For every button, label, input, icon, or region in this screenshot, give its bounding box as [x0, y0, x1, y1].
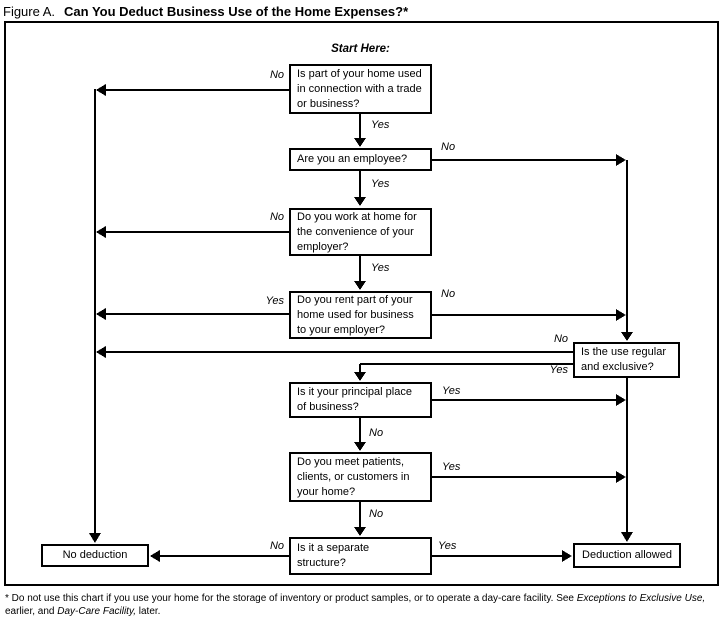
node-regular-exclusive [573, 342, 680, 378]
label-q6-yes: Yes [442, 385, 461, 397]
footnote-text-3: later. [135, 605, 161, 617]
node-deduction-allowed-text: Deduction allowed [582, 549, 672, 561]
footnote-text-2: earlier, and [5, 605, 58, 617]
node-meet-patients [289, 452, 432, 502]
label-q5-no: No [553, 333, 568, 345]
figure-heading: Can You Deduct Business Use of the Home Expenses?* [64, 4, 409, 19]
label-q1-no: No [269, 69, 284, 81]
label-q4-yes: Yes [265, 295, 284, 307]
node-principal-place-text: Is it your principal place of business? [297, 386, 412, 413]
label-q2-yes: Yes [371, 178, 390, 190]
node-meet-patients-text: Do you meet patients, clients, or customers in your home? [297, 455, 410, 498]
footnote-italic-daycare: Day-Care Facility, [57, 605, 136, 617]
footnote-italic-exceptions: Exceptions to Exclusive Use, [576, 593, 706, 604]
node-no-deduction [41, 544, 149, 567]
node-rent-to-employer-text: Do you rent part of your home used for business to your employer? [297, 293, 414, 336]
node-home-business-use [289, 64, 432, 114]
footnote [5, 593, 721, 618]
node-employee-text: Are you an employee? [297, 153, 408, 165]
label-q3-yes: Yes [371, 262, 390, 274]
node-separate-structure-text: Is it a separate structure? [297, 542, 370, 569]
footnote-text-1: * Do not use this chart if you use your home for the storage of inventory or product samples, or to operate a day-care facility. See [5, 593, 577, 604]
label-q5-yes: Yes [549, 364, 568, 376]
label-q4-no: No [441, 288, 456, 300]
figure-title [3, 4, 408, 19]
node-rent-to-employer [289, 291, 432, 339]
label-q8-yes: Yes [438, 540, 457, 552]
node-employee [289, 148, 432, 171]
node-separate-structure [289, 537, 432, 575]
node-convenience-of-employer-text: Do you work at home for the convenience of your employer? [297, 210, 417, 253]
label-q6-no: No [369, 427, 384, 439]
node-deduction-allowed [573, 543, 681, 568]
node-no-deduction-text: No deduction [62, 549, 128, 561]
label-q8-no: No [269, 540, 284, 552]
node-principal-place [289, 382, 432, 418]
start-here-label: Start Here: [331, 43, 390, 55]
node-regular-exclusive-text: Is the use regular and exclusive? [581, 346, 666, 373]
label-q1-yes: Yes [371, 119, 390, 131]
label-q7-no: No [369, 508, 384, 520]
label-q2-no: No [441, 141, 456, 153]
label-q7-yes: Yes [442, 461, 461, 473]
figure-label: Figure A. [3, 4, 56, 19]
node-home-business-use-text: Is part of your home used in connection with a trade or business? [297, 67, 422, 110]
label-q3-no: No [269, 211, 284, 223]
node-convenience-of-employer [289, 208, 432, 256]
